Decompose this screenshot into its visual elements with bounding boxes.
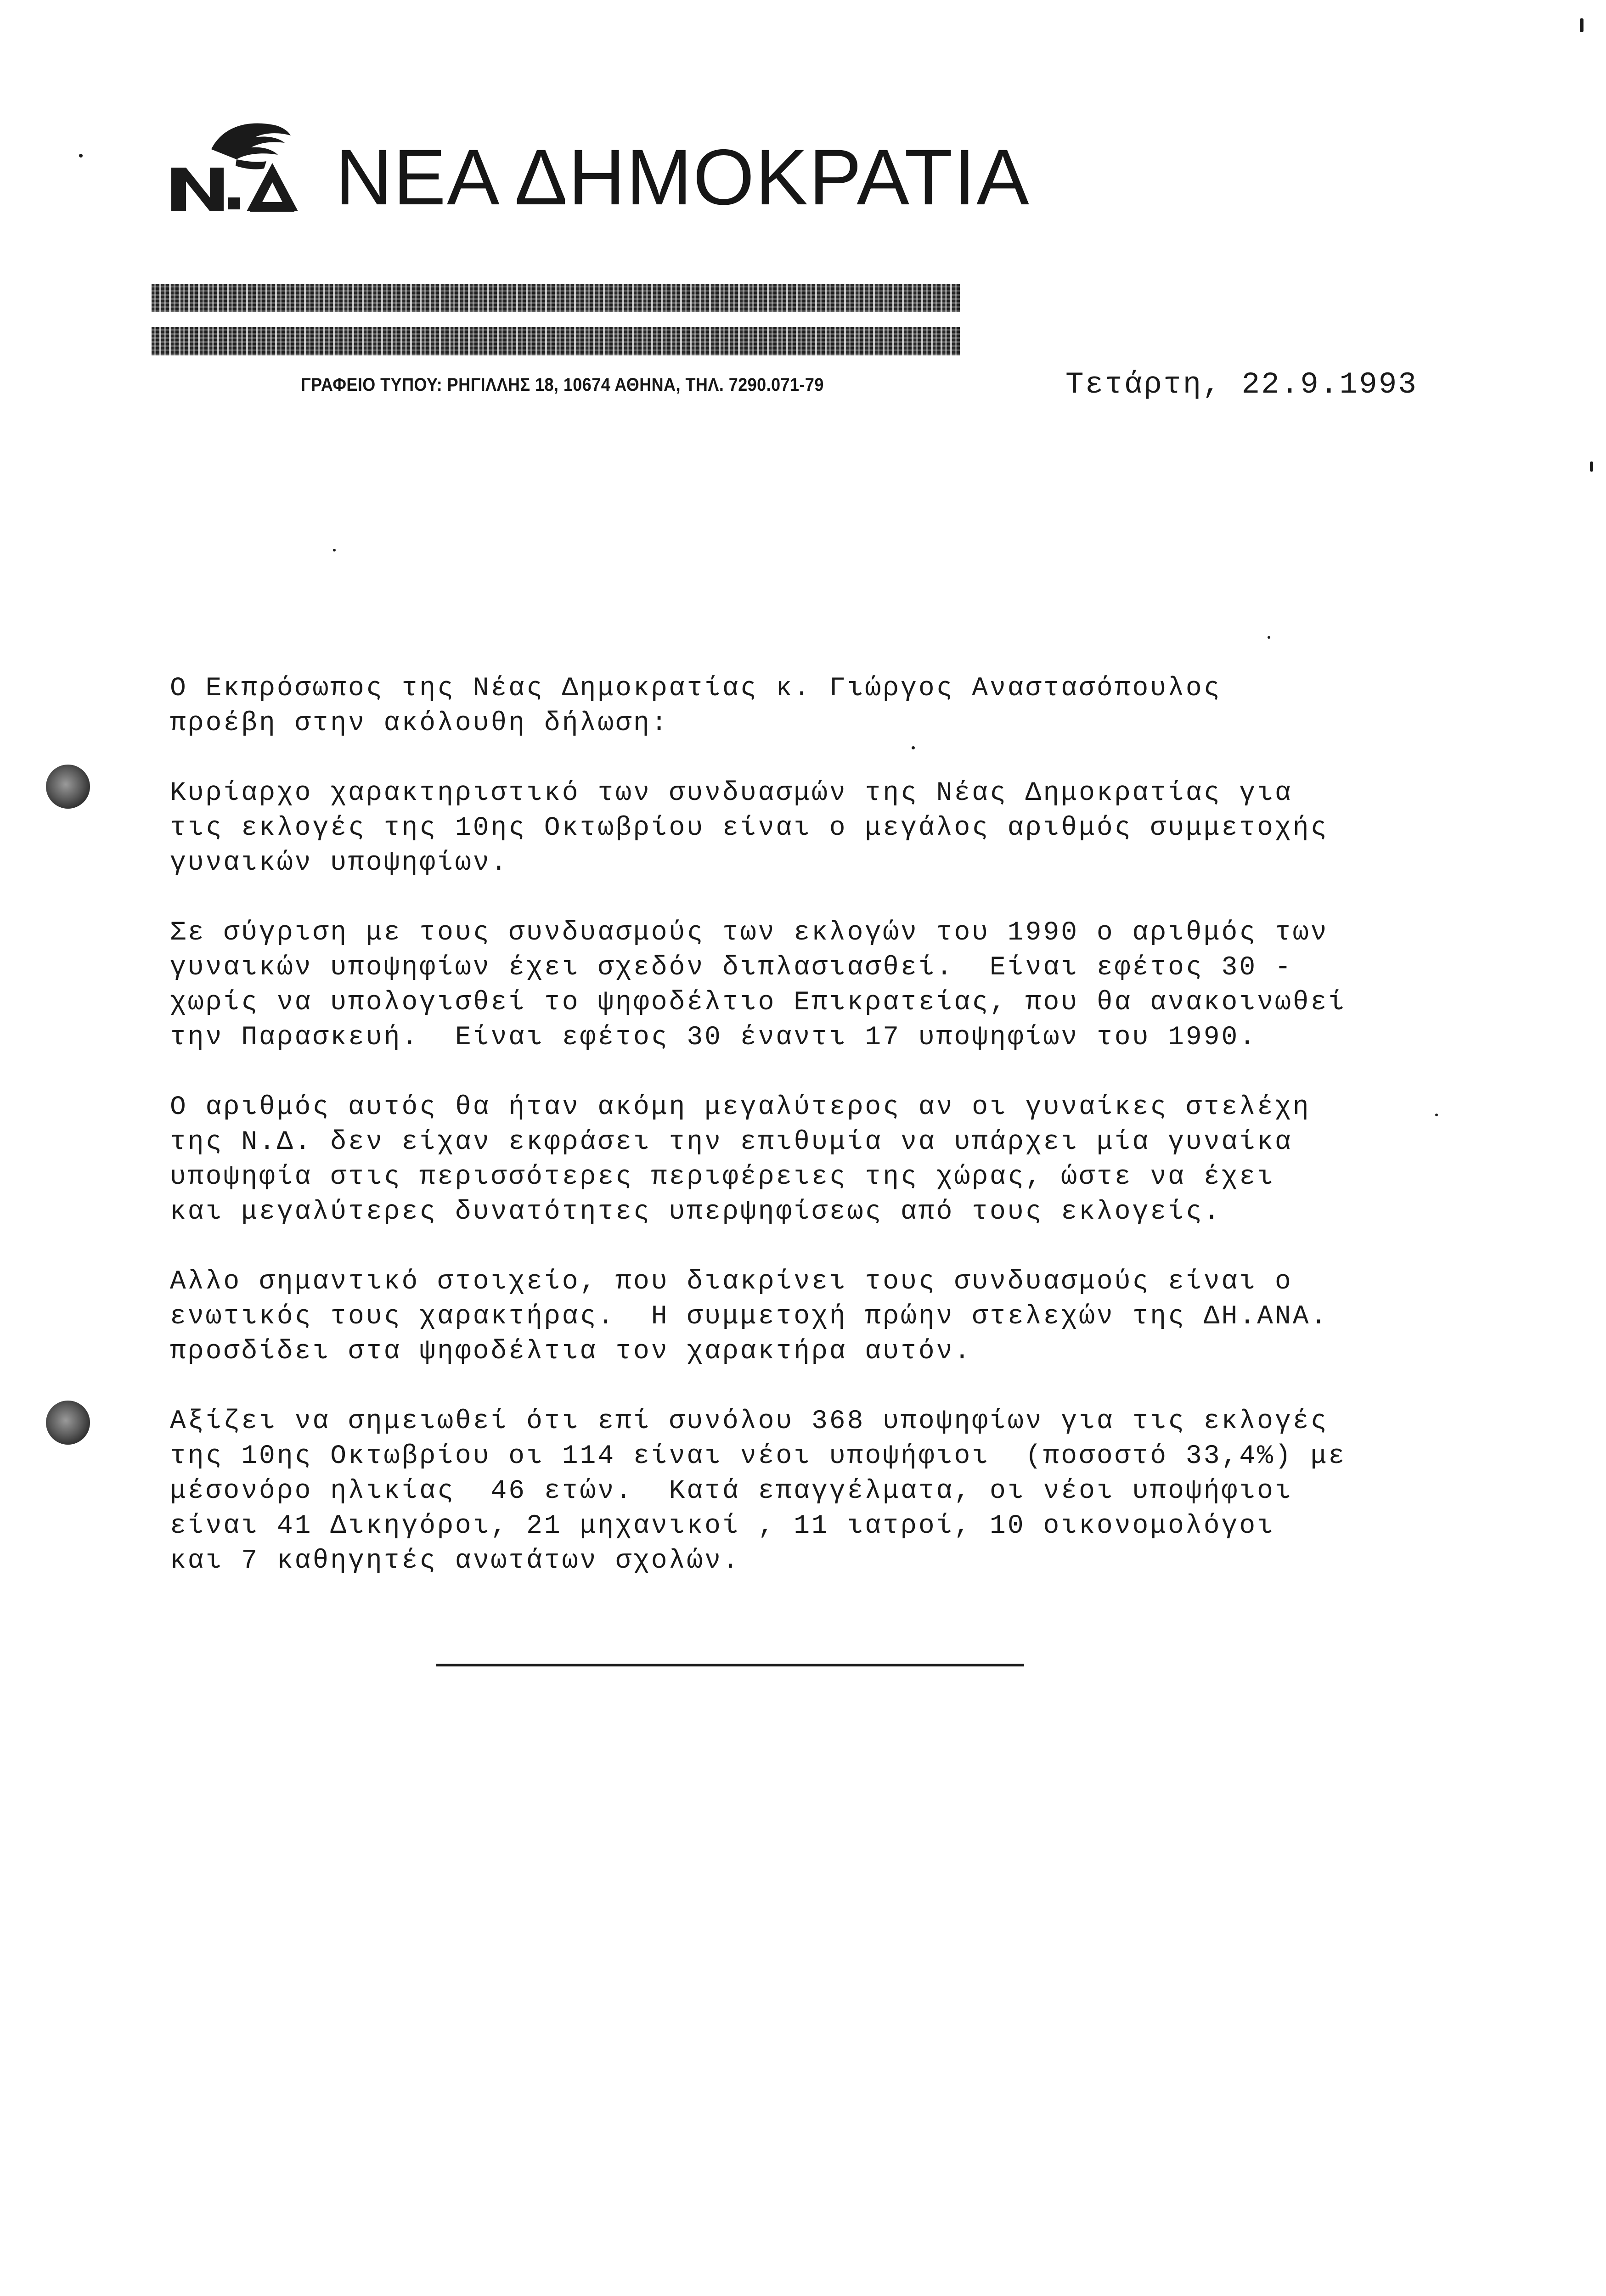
scan-speck bbox=[1590, 461, 1593, 472]
paragraph-comparison-1990 bbox=[170, 916, 1548, 1055]
text-line: γυναικών υποψηφίων. bbox=[170, 848, 509, 878]
binder-hole bbox=[46, 1401, 90, 1445]
letterhead-bar-bottom bbox=[152, 327, 960, 355]
paragraph-unifying-character bbox=[170, 1265, 1548, 1369]
text-line: και μεγαλύτερες δυνατότητες υπερψηφίσεως από τους εκλογείς. bbox=[170, 1197, 1222, 1227]
text-line: την Παρασκευή. Είναι εφέτος 30 έναντι 17 υποψηφίων του 1990. bbox=[170, 1023, 1257, 1052]
text-line: Κυρίαρχο χαρακτηριστικό των συνδυασμών της Νέας Δημοκρατίας για bbox=[170, 778, 1293, 808]
text-line: της 10ης Οκτωβρίου οι 114 είναι νέοι υποψήφιοι (ποσοστό 33,4%) με bbox=[170, 1441, 1347, 1471]
text-line: χωρίς να υπολογισθεί το ψηφοδέλτιο Επικρατείας, που θα ανακοινωθεί bbox=[170, 988, 1347, 1018]
scan-speck bbox=[1580, 18, 1583, 32]
statement-body bbox=[170, 671, 1548, 1579]
text-line: ενωτικός τους χαρακτήρας. Η συμμετοχή πρώην στελεχών της ΔΗ.ΑΝΑ. bbox=[170, 1302, 1329, 1332]
text-line: Ο αριθμός αυτός θα ήταν ακόμη μεγαλύτερος αν οι γυναίκες στελέχη bbox=[170, 1092, 1311, 1122]
text-line: είναι 41 Δικηγόροι, 21 μηχανικοί , 11 ιατροί, 10 οικονομολόγοι bbox=[170, 1511, 1275, 1541]
text-line: της Ν.Δ. δεν είχαν εκφράσει την επιθυμία να υπάρχει μία γυναίκα bbox=[170, 1127, 1293, 1157]
scan-speck bbox=[1435, 1114, 1438, 1116]
organization-title: ΝΕΑ ΔΗΜΟΚΡΑΤΙΑ bbox=[335, 133, 1030, 221]
paragraph-intro bbox=[170, 671, 1548, 741]
text-line: Αλλο σημαντικό στοιχείο, που διακρίνει τους συνδυασμούς είναι ο bbox=[170, 1267, 1293, 1297]
text-line: Ο Εκπρόσωπος της Νέας Δημοκρατίας κ. Γιώργος Αναστασόπουλος bbox=[170, 674, 1222, 703]
text-line: υποψηφία στις περισσότερες περιφέρειες της χώρας, ώστε να έχει bbox=[170, 1162, 1275, 1192]
text-line: και 7 καθηγητές ανωτάτων σχολών. bbox=[170, 1546, 740, 1576]
paragraph-number-explanation bbox=[170, 1090, 1548, 1230]
party-logo bbox=[168, 117, 319, 216]
letterhead-bar-top bbox=[152, 284, 960, 312]
text-line: μέσονόρο ηλικίας 46 ετών. Κατά επαγγέλματα, οι νέοι υποψήφιοι bbox=[170, 1476, 1293, 1506]
text-line: τις εκλογές της 10ης Οκτωβρίου είναι ο μεγάλος αριθμός συμμετοχής bbox=[170, 813, 1329, 843]
text-line: γυναικών υποψηφίων έχει σχεδόν διπλασιασθεί. Είναι εφέτος 30 - bbox=[170, 953, 1293, 983]
scan-speck bbox=[79, 154, 83, 158]
binder-hole bbox=[46, 765, 90, 809]
text-line: προέβη στην ακόλουθη δήλωση: bbox=[170, 709, 669, 738]
document-date: Τετάρτη, 22.9.1993 bbox=[1065, 367, 1418, 402]
paragraph-women-candidates bbox=[170, 776, 1548, 881]
paragraph-statistics bbox=[170, 1404, 1548, 1579]
scan-speck bbox=[1268, 636, 1270, 639]
closing-rule bbox=[436, 1664, 1024, 1666]
text-line: Σε σύγριση με τους συνδυασμούς των εκλογών του 1990 ο αριθμός των bbox=[170, 918, 1329, 948]
press-office-address: ΓΡΑΦΕΙΟ ΤΥΠΟΥ: ΡΗΓΙΛΛΗΣ 18, 10674 ΑΘΗΝΑ, ΤΗΛ. 7290.071-79 bbox=[301, 375, 824, 395]
text-line: προσδίδει στα ψηφοδέλτια τον χαρακτήρα αυτόν. bbox=[170, 1337, 972, 1367]
text-line: Αξίζει να σημειωθεί ότι επί συνόλου 368 υποψηφίων για τις εκλογές bbox=[170, 1407, 1329, 1436]
scan-speck bbox=[912, 746, 915, 749]
scan-speck bbox=[333, 549, 336, 551]
